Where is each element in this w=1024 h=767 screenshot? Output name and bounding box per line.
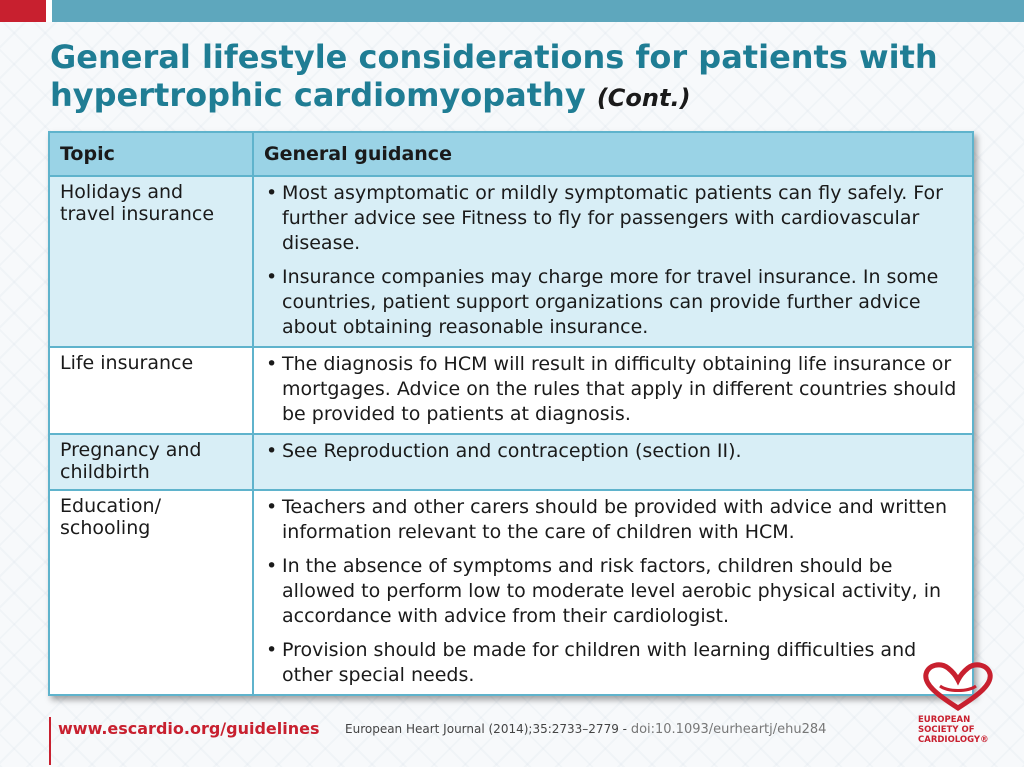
footer-divider — [49, 717, 51, 765]
guidance-bullet: • Insurance companies may charge more for travel insurance. In some countries, patient support organizations can provide further advice about obtaining reasonable insurance. — [264, 265, 962, 340]
esc-logo — [918, 662, 998, 762]
table-header-row — [49, 132, 973, 176]
citation-journal: European Heart Journal (2014);35:2733–2779 - — [345, 722, 627, 736]
header-topic: Topic — [49, 132, 253, 176]
guidance-bullet: • Provision should be made for children with learning difficulties and other special needs. — [264, 638, 962, 688]
header-guidance: General guidance — [253, 132, 973, 176]
guidance-bullet: • See Reproduction and contraception (section II). — [264, 439, 962, 464]
guidance-list — [264, 439, 962, 464]
topic-cell: Holidays and travel insurance — [49, 176, 253, 347]
guidance-list — [264, 352, 962, 427]
top-accent-bar — [0, 0, 1024, 22]
table-row — [49, 347, 973, 434]
esc-logo-text: EUROPEAN SOCIETY OF CARDIOLOGY® — [918, 715, 989, 745]
table-row — [49, 176, 973, 347]
guidance-cell — [253, 176, 973, 347]
guidance-table — [48, 131, 974, 696]
topic-cell: Pregnancy and childbirth — [49, 434, 253, 490]
topic-cell: Education/ schooling — [49, 490, 253, 695]
citation-text — [345, 722, 826, 737]
guidance-cell — [253, 347, 973, 434]
guidance-cell — [253, 434, 973, 490]
heart-logo-icon — [918, 662, 998, 712]
topic-cell: Life insurance — [49, 347, 253, 434]
top-white-gap — [46, 0, 52, 22]
citation-doi: doi:10.1093/eurheartj/ehu284 — [630, 722, 827, 737]
table-row — [49, 490, 973, 695]
guidance-cell — [253, 490, 973, 695]
slide-title-suffix: (Cont.) — [596, 84, 691, 112]
table-row — [49, 434, 973, 490]
slide-title — [50, 38, 990, 117]
guidance-bullet: • Most asymptomatic or mildly symptomatic patients can fly safely. For further advice see Fitness to fly for passengers with cardiovascular disease. — [264, 181, 962, 256]
top-red-block — [0, 0, 46, 22]
slide-title-text: General lifestyle considerations for patients with hypertrophic cardiomyopathy — [50, 38, 938, 114]
guidance-list — [264, 181, 962, 340]
guidance-list — [264, 495, 962, 688]
guidelines-link[interactable]: www.escardio.org/guidelines — [58, 719, 320, 738]
guidance-bullet: • The diagnosis fo HCM will result in difficulty obtaining life insurance or mortgages. Advice on the rules that apply in different countries should be provided to patients at diagnosis. — [264, 352, 962, 427]
guidance-bullet: • In the absence of symptoms and risk factors, children should be allowed to perform low to moderate level aerobic physical activity, in accordance with advice from their cardiologist. — [264, 554, 962, 629]
guidance-bullet: • Teachers and other carers should be provided with advice and written information relevant to the care of children with HCM. — [264, 495, 962, 545]
